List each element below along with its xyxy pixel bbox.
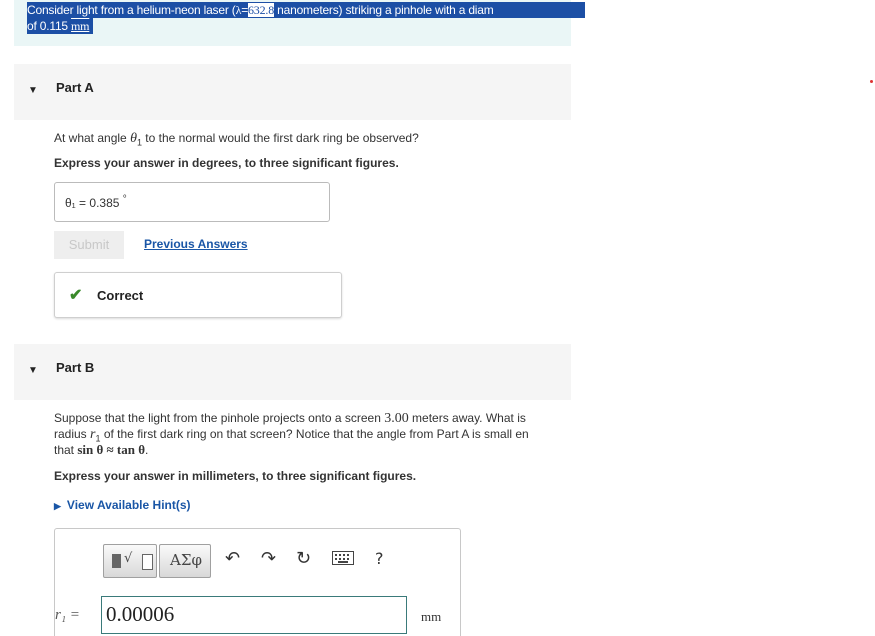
expand-triangle-icon: ▶ (54, 501, 61, 511)
screen-distance-value: 3.00 (384, 411, 409, 426)
part-a-instruction: Express your answer in degrees, to three significant figures. (54, 156, 399, 170)
submit-button[interactable]: Submit (54, 231, 124, 259)
lambda-symbol: λ (235, 3, 242, 17)
question-text: Suppose that the light from the pinhole projects onto a screen (54, 411, 385, 425)
part-a-title: Part A (56, 80, 94, 95)
answer-input[interactable] (101, 596, 407, 634)
part-a-question (54, 131, 419, 147)
checkmark-icon: ✔ (69, 287, 83, 304)
intro-line-2 (27, 18, 93, 34)
help-button[interactable]: ? (375, 549, 384, 568)
part-b-header[interactable] (14, 344, 571, 400)
question-text: to the normal would the first dark ring be observed? (141, 131, 419, 145)
template-block-icon (112, 554, 121, 568)
part-a-answer-box (54, 182, 330, 222)
theta-symbol: θ (130, 131, 137, 146)
reset-icon[interactable]: ↻ (296, 548, 312, 569)
r-subscript: 1 (95, 433, 101, 444)
intro-text: Consider light from a helium-neon laser ( (27, 3, 236, 17)
answer-lhs-label (55, 607, 80, 624)
feedback-text: Correct (97, 288, 144, 303)
previous-answers-link[interactable]: Previous Answers (144, 237, 248, 251)
question-text: radius (54, 427, 91, 441)
greek-label: ΑΣφ (170, 551, 202, 569)
part-b-question-line-1 (54, 411, 526, 427)
question-text: . (145, 443, 149, 457)
part-a-answer (65, 194, 127, 210)
theta-subscript: 1 (136, 137, 142, 148)
collapse-arrow-icon[interactable]: ▼ (28, 365, 38, 376)
diameter-value: 0.115 (39, 19, 68, 33)
intro-text: of (27, 19, 40, 33)
part-a-header[interactable] (14, 64, 571, 120)
greek-symbols-button[interactable] (159, 544, 211, 578)
answer-lhs: θ₁ = (65, 196, 90, 210)
intro-text: nanometers) striking a pinhole with a diam (274, 3, 494, 17)
radical-icon: √ (124, 551, 133, 566)
answer-lhs: r₁ = (55, 607, 80, 623)
question-text: of the first dark ring on that screen? Notice that the angle from Part A is small en (100, 427, 529, 441)
redo-icon[interactable]: ↷ (261, 548, 277, 569)
math-answer-editor (54, 528, 461, 636)
template-box-icon (142, 554, 153, 570)
answer-unit: mm (421, 609, 442, 624)
question-text: that (54, 443, 78, 457)
part-b-instruction: Express your answer in millimeters, to three significant figures. (54, 469, 417, 483)
intro-line-1 (27, 2, 585, 18)
equals-sign: = (241, 3, 248, 17)
answer-value: 0.385 (89, 196, 120, 210)
degree-unit: ° (122, 194, 127, 205)
feedback-box (54, 272, 342, 318)
r-symbol: r (90, 427, 96, 442)
wavelength-value: 632.8 (248, 3, 275, 17)
view-hints-link[interactable] (54, 498, 191, 512)
diameter-unit: mm (71, 19, 90, 33)
part-b-question-line-3 (54, 442, 148, 458)
templates-button[interactable] (103, 544, 157, 578)
part-b-question-line-2 (54, 427, 571, 443)
question-text: meters away. What is (408, 411, 526, 425)
question-text: At what angle (54, 131, 131, 145)
hint-label: View Available Hint(s) (66, 498, 191, 512)
part-b-title: Part B (56, 360, 95, 375)
undo-icon[interactable]: ↶ (225, 548, 241, 569)
collapse-arrow-icon[interactable]: ▼ (28, 85, 38, 96)
keyboard-icon-graphic (332, 551, 354, 565)
answer-input-value: 0.00006 (106, 602, 175, 626)
indicator-dot (870, 80, 873, 83)
approximation-expression: sin θ ≈ tan θ (77, 442, 146, 457)
keyboard-icon[interactable] (332, 551, 354, 569)
